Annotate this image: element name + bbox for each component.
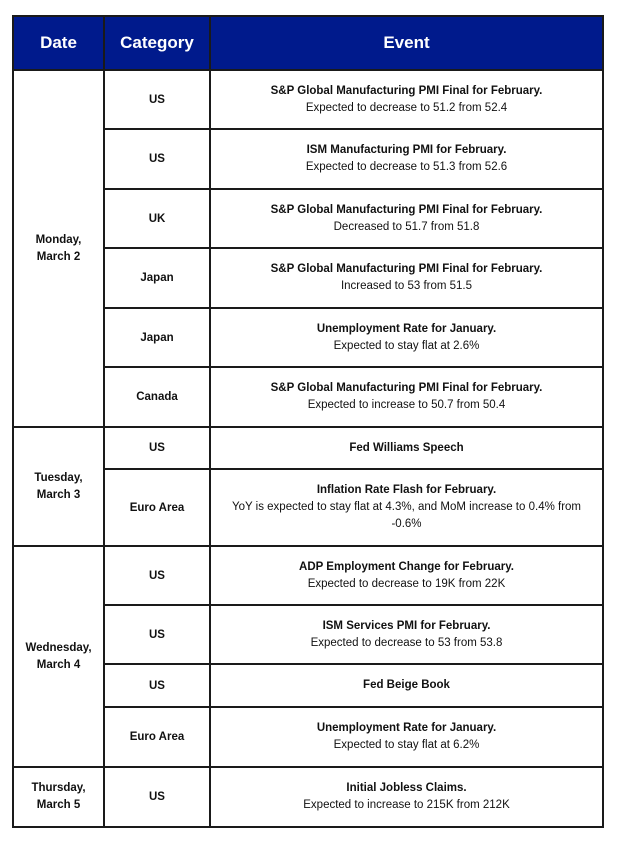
row-event (210, 70, 603, 129)
row-category: US (149, 679, 165, 692)
date-tuesday (13, 427, 104, 546)
row-divider (103, 188, 604, 190)
row-event (210, 367, 603, 427)
date-monday-line1: Monday, (35, 233, 82, 246)
event-detail: Expected to increase to 215K from 212K (303, 799, 510, 811)
row-category: Canada (136, 391, 178, 403)
date-tuesday-line1: Tuesday, (34, 471, 83, 484)
event-detail: Expected to stay flat at 2.6% (333, 339, 480, 352)
row-category: US (149, 628, 165, 641)
row-divider (103, 366, 604, 368)
header-divider (12, 69, 604, 71)
event-title: S&P Global Manufacturing PMI Final for February. (270, 203, 543, 216)
date-thursday-line2: March 5 (36, 799, 81, 811)
date-wednesday-line1: Wednesday, (25, 641, 92, 654)
row-category: Euro Area (129, 731, 185, 743)
event-title: ADP Employment Change for February. (299, 560, 514, 573)
event-detail: YoY is expected to stay flat at 4.3%, and MoM increase to 0.4% from (231, 501, 582, 513)
event-title: Inflation Rate Flash for February. (316, 484, 497, 496)
event-title: ISM Services PMI for February. (322, 619, 491, 632)
event-title: S&P Global Manufacturing PMI Final for February. (270, 84, 543, 97)
row-event (210, 248, 603, 308)
date-tuesday-line2: March 3 (36, 488, 81, 501)
event-detail: Expected to decrease to 19K from 22K (307, 577, 506, 590)
row-event (210, 129, 603, 189)
event-detail: Decreased to 51.7 from 51.8 (333, 220, 480, 233)
row-event (210, 707, 603, 767)
event-title: Fed Beige Book (363, 679, 450, 691)
row-category: US (149, 93, 165, 106)
row-divider (103, 468, 604, 470)
row-event (210, 767, 603, 827)
event-detail: Expected to decrease to 51.3 from 52.6 (305, 161, 508, 173)
event-detail: Expected to decrease to 51.2 from 52.4 (305, 101, 508, 114)
event-title: ISM Manufacturing PMI for February. (306, 144, 507, 156)
row-category: US (149, 153, 165, 165)
category-column-header: Category (104, 16, 210, 70)
row-divider (103, 604, 604, 606)
table-border-top (12, 15, 604, 17)
row-event (210, 308, 603, 367)
day-divider (12, 426, 604, 428)
row-event (210, 427, 603, 469)
row-category: US (149, 442, 165, 454)
event-title: Fed Williams Speech (349, 441, 464, 454)
row-category: Japan (140, 272, 174, 284)
row-event (210, 605, 603, 664)
event-detail: Increased to 53 from 51.5 (340, 280, 473, 292)
event-detail: Expected to stay flat at 6.2% (333, 739, 480, 751)
row-event (210, 189, 603, 248)
row-category: Japan (140, 331, 174, 344)
event-column-header: Event (210, 16, 603, 70)
row-category: US (149, 569, 165, 582)
date-column-header: Date (13, 16, 104, 70)
event-title: S&P Global Manufacturing PMI Final for February. (270, 382, 543, 394)
row-category: UK (148, 212, 166, 225)
event-detail: Expected to decrease to 53 from 53.8 (310, 636, 503, 649)
row-event (210, 664, 603, 707)
day-divider (12, 766, 604, 768)
date-thursday (13, 767, 104, 827)
event-title: S&P Global Manufacturing PMI Final for February. (270, 263, 543, 275)
event-title: Initial Jobless Claims. (346, 782, 467, 794)
date-wednesday (13, 546, 104, 767)
event-detail: Expected to increase to 50.7 from 50.4 (307, 399, 506, 411)
event-detail-continued: -0.6% (391, 518, 422, 530)
event-title: Unemployment Rate for January. (316, 722, 497, 734)
day-divider (12, 545, 604, 547)
row-divider (103, 247, 604, 249)
row-divider (103, 128, 604, 130)
table-border-left (12, 15, 14, 828)
date-monday-line2: March 2 (36, 250, 81, 263)
row-category: US (149, 791, 165, 803)
date-monday (13, 70, 104, 427)
table-border-bottom (12, 826, 604, 828)
row-divider (103, 663, 604, 665)
row-divider (103, 706, 604, 708)
row-event (210, 469, 603, 546)
row-divider (103, 307, 604, 309)
row-category: Euro Area (129, 501, 185, 514)
date-wednesday-line2: March 4 (36, 658, 81, 671)
row-event (210, 546, 603, 605)
date-thursday-line1: Thursday, (31, 782, 86, 794)
event-title: Unemployment Rate for January. (316, 322, 497, 335)
